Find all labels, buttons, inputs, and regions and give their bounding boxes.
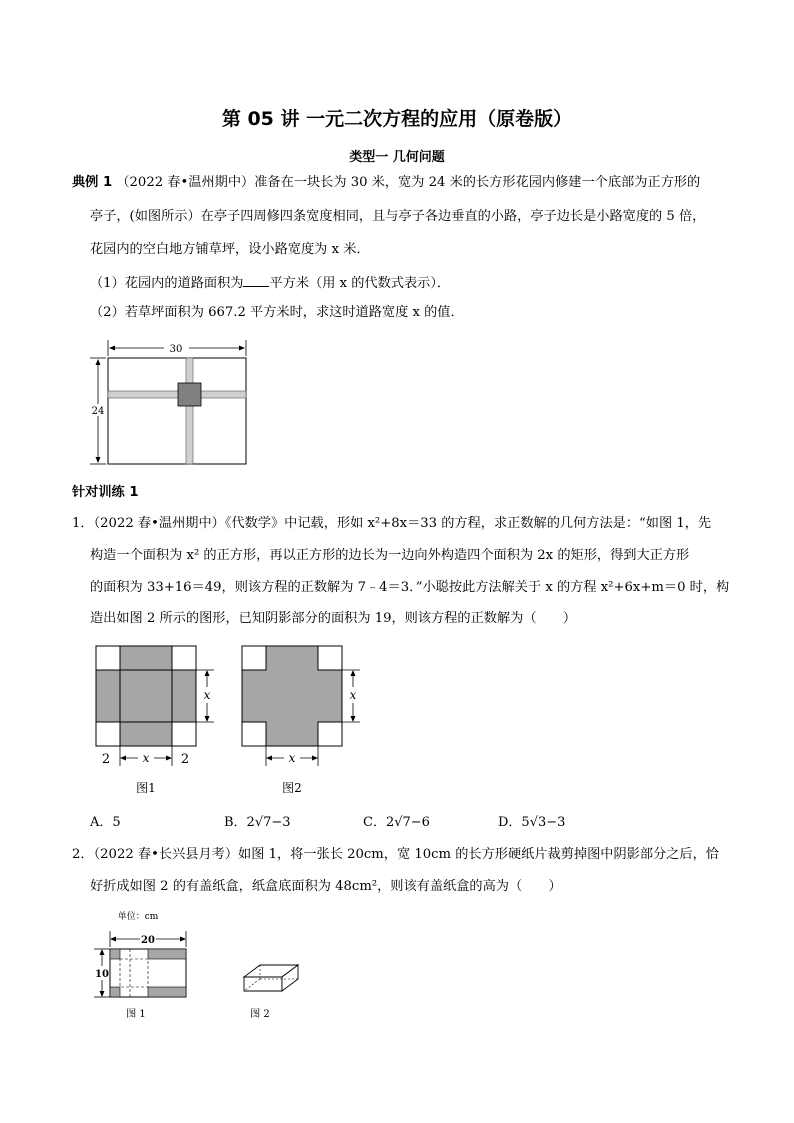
problem-1-line-1: 1．（2022 春•温州期中）《代数学》中记载，形如 x²+8x＝33 的方程，求正数解的几何方法是：“如图 1，先: [72, 516, 712, 531]
q1-prefix: （1）花园内的道路面积为: [90, 276, 244, 291]
label-2-left: 2: [101, 752, 111, 767]
problem-1-line-4: 造出如图 2 所示的图形，已知阴影部分的面积为 19，则该方程的正数解为（ ）: [90, 611, 577, 626]
arrow-right: [239, 346, 245, 351]
option-d[interactable]: D．5√3−3: [498, 815, 566, 830]
figure-1-squares: [88, 640, 228, 800]
example-1-line-3: 花园内的空白地方铺草坪，设小路宽度为 x 米．: [90, 242, 370, 257]
example-1-line-1: [72, 173, 700, 193]
corner-square-tr: [318, 646, 342, 670]
corner-square-bl: [96, 722, 120, 746]
corner-square-tl: [242, 646, 266, 670]
height-label: 10: [95, 969, 109, 980]
arrow-up: [100, 949, 105, 955]
corner-square-tl: [96, 646, 120, 670]
arrow-left: [120, 756, 126, 761]
horizontal-path: [108, 391, 246, 398]
arrow-down: [205, 716, 210, 722]
example-1-question-1: [90, 272, 450, 294]
garden-figure: [88, 338, 253, 470]
x-label-right: x: [203, 688, 211, 702]
practice-heading: 针对训练 1: [72, 485, 139, 500]
cut-strip-top: [148, 949, 186, 959]
corner-square-bl: [242, 722, 266, 746]
x-label-right: x: [349, 688, 357, 702]
width-label: 20: [141, 935, 155, 946]
center-square: [120, 670, 172, 722]
problem-2-line-2: 好折成如图 2 的有盖纸盒，纸盒底面积为 48cm²，则该有盖纸盒的高为（ ）: [90, 879, 562, 894]
option-c[interactable]: C．2√7−6: [363, 815, 430, 830]
option-a[interactable]: A．5: [90, 815, 121, 830]
garden-height-label: 24: [91, 406, 105, 417]
figure-2-caption: 图2: [282, 781, 302, 795]
x-label-bottom: x: [142, 751, 150, 765]
corner-square-br: [172, 722, 196, 746]
corner-square-tr: [172, 646, 196, 670]
arrow-left: [266, 756, 272, 761]
label-2-right: 2: [180, 752, 190, 767]
arrow-down: [351, 716, 356, 722]
x-label-bottom: x: [288, 751, 296, 765]
garden-rect: [108, 358, 246, 464]
problem-1-line-3: 的面积为 33+16＝49，则该方程的正数解为 7﹣4＝3．”小聪按此方法解关于 x 的方程 x²+6x+m＝0 时，构: [90, 580, 730, 595]
section-heading: 类型一 几何问题: [349, 150, 445, 165]
example-1-line-2: 亭子，(如图所示）在亭子四周修四条宽度相同，且与亭子各边垂直的小路，亭子边长是小路宽度的 5 倍，: [90, 209, 706, 224]
problem-2-line-1: 2．（2022 春•长兴县月考）如图 1，将一张长 20cm，宽 10cm 的长方形硬纸片裁剪掉图中阴影部分之后，恰: [72, 847, 719, 862]
cardboard-figure: [88, 905, 198, 1025]
box-figure: [236, 955, 311, 1025]
cut-strip-bottom: [148, 987, 186, 997]
option-b[interactable]: B．2√7−3: [224, 815, 291, 830]
arrow-down: [96, 457, 101, 463]
figure-1-caption: 图1: [136, 781, 156, 795]
arrow-left: [109, 346, 115, 351]
example-1-text-1: （2022 春•温州期中）准备在一块长为 30 米，宽为 24 米的长方形花园内修建一个底部为正方形的: [116, 175, 701, 190]
figure-2-caption: 图 2: [250, 1009, 270, 1020]
cut-corner: [110, 949, 120, 959]
vertical-path: [186, 358, 193, 464]
arrow-up: [96, 359, 101, 365]
arrow-left: [110, 937, 116, 942]
arrow-down: [100, 991, 105, 997]
page-title: 第 05 讲 一元二次方程的应用（原卷版）: [221, 108, 573, 130]
figure-2-squares: [234, 640, 374, 800]
arrow-up: [351, 670, 356, 676]
garden-width-label: 30: [169, 344, 183, 355]
figure-1-caption: 图 1: [126, 1009, 146, 1020]
example-1-label: 典例 1: [72, 175, 113, 190]
arrow-right: [166, 756, 172, 761]
answer-blank[interactable]: [243, 272, 269, 287]
arrow-right: [180, 937, 186, 942]
arrow-right: [312, 756, 318, 761]
arrow-up: [205, 670, 210, 676]
q1-suffix: 平方米（用 x 的代数式表示）．: [269, 276, 451, 291]
pavilion-square: [178, 383, 201, 406]
example-1-question-2: （2）若草坪面积为 667.2 平方米时，求这时道路宽度 x 的值．: [90, 305, 464, 320]
cut-corner: [110, 987, 120, 997]
problem-1-line-2: 构造一个面积为 x² 的正方形，再以正方形的边长为一边向外构造四个面积为 2x 的矩形，得到大正方形: [90, 548, 690, 563]
unit-label: 单位：cm: [117, 912, 159, 922]
corner-square-br: [318, 722, 342, 746]
